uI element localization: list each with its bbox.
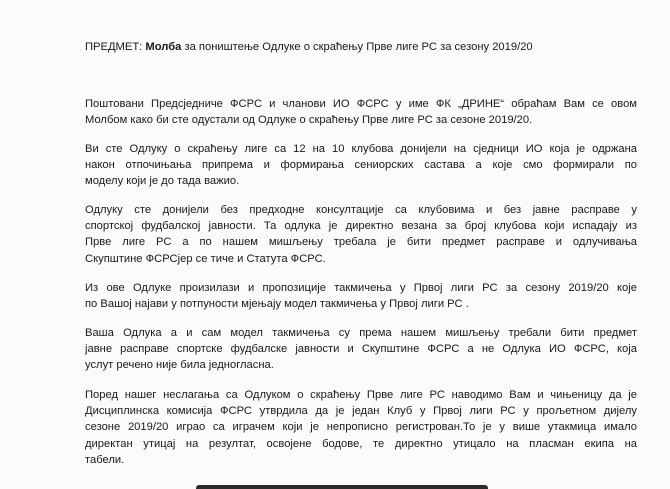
paragraph-line: након отпочињања припрема и формирања сениорских састава а које смо формирали по — [85, 159, 637, 172]
paragraph-line: Ви сте Одлуку о скраћењу лиге са 12 на 10 клубова донијели на сједници ИО која је одржана — [85, 143, 637, 155]
paragraph-line: Молбом како би сте одустали од Одлуке о скраћењу Прве лиге РС за сезоне 2019/20. — [85, 114, 533, 127]
paragraph-line: Из ове Одлуке произилази и пропозиције такмичења у Првој лиги РС за сезону 2019/20 које — [85, 282, 637, 294]
paragraph-line: услут речено није била једногласна. — [85, 359, 274, 372]
paragraph-line: по Вашој најави у потпуности мјењају модел такмичења у Првој лиги РС . — [85, 298, 469, 311]
subject-label: ПРЕДМЕТ: — [85, 41, 143, 53]
paragraph-line: Поштовани Предсједниче ФСРС и чланови ИО ФСРС у име ФК „ДРИНЕ“ обраћам Вам се овом — [85, 98, 637, 110]
subject-line — [85, 41, 533, 54]
paragraph-line: Ваша Одлука а и сам модел такмичења су према нашем мишљењу требали бити предмет — [85, 327, 637, 339]
paragraph-line: јавне расправе спортске фудбалске јавности и Скупштине ФСРС а не Одлука ИО ФСРС, која — [85, 343, 637, 356]
paragraph-line: Прве лиге РС а по нашем мишљењу требала је бити предмет расправе и одлучивања — [85, 236, 637, 249]
paragraph-line: спортској фудбалској јавности. Та одлука је директно везана за број клубова који испадају из — [85, 220, 637, 233]
paragraph-line: моделу који је до тада важио. — [85, 175, 240, 188]
subject-text: за поништење Одлуке о скраћењу Прве лиге РС за сезону 2019/20 — [181, 41, 533, 53]
paragraph-line: сезоне 2019/20 играо са играчем који је непрописно регистрован.То је у више утакмица имало — [85, 421, 637, 434]
paragraph-line: Поред нашег неслагања са Одлуком о скраћењу Прве лиге РС наводимо Вам и чињеницу да је — [85, 389, 637, 401]
paragraph-line: Одлуку сте донијели без предходне консултације са клубовима и без јавне расправе у — [85, 204, 637, 216]
paragraph-line: табели. — [85, 453, 125, 466]
paragraph-disciplinary — [85, 387, 637, 468]
paragraph-consultation — [85, 202, 637, 267]
paragraph-line: Дисциплинска комисија ФСРС утврдила да је један Клуб у Првој лиги РС у прољетном дијелу — [85, 405, 637, 418]
paragraph-propositions — [85, 280, 637, 312]
paragraph-line: Скупштине ФСРСјер се тиче и Статута ФСРС. — [85, 252, 326, 265]
paragraph-line: директан утицај на резултат, освојене бодове, те директно утицало на пласман екипа на — [85, 437, 637, 450]
paragraph-decision — [85, 141, 637, 190]
subject-keyword: Молба — [145, 41, 182, 53]
paragraph-competition-model — [85, 325, 637, 374]
scanned-bottom-edge — [196, 485, 488, 489]
paragraph-greeting — [85, 96, 637, 128]
